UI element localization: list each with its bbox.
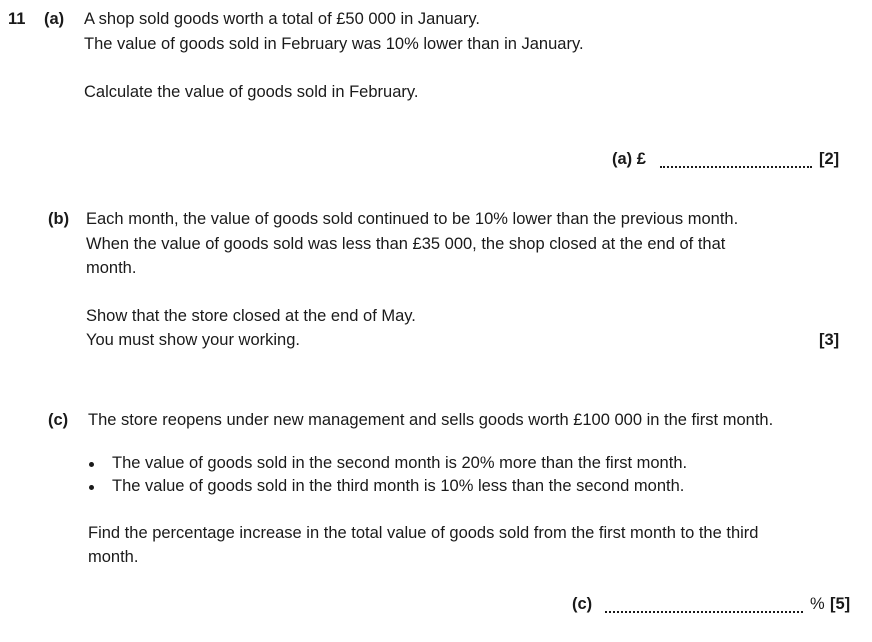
part-c-instruction-1: Find the percentage increase in the total value of goods sold from the first month to the third — [88, 524, 759, 542]
part-a-answer-line[interactable] — [660, 166, 812, 168]
part-b-line-3: month. — [86, 259, 137, 277]
part-c-answer-label: (c) — [572, 595, 593, 613]
part-b-label: (b) — [48, 210, 70, 228]
bullet-1-icon — [89, 462, 94, 467]
part-c-bullet-1: The value of goods sold in the second month is 20% more than the first month. — [112, 454, 688, 472]
part-c-instruction-2: month. — [88, 548, 139, 566]
part-a-marks: [2] — [819, 150, 840, 168]
part-b-line-2: When the value of goods sold was less than £35 000, the shop closed at the end of that — [86, 235, 726, 253]
part-b-instruction-1: Show that the store closed at the end of May. — [86, 307, 416, 325]
part-c-bullet-2: The value of goods sold in the third month is 10% less than the second month. — [112, 477, 685, 495]
part-c-line: The store reopens under new management and sells goods worth £100 000 in the first month. — [88, 411, 774, 429]
part-b-marks: [3] — [819, 331, 840, 349]
part-c-label: (c) — [48, 411, 69, 429]
part-b-line-1: Each month, the value of goods sold continued to be 10% lower than the previous month. — [86, 210, 739, 228]
part-c-answer-unit: % — [810, 595, 825, 613]
part-a-instruction: Calculate the value of goods sold in February. — [84, 83, 419, 101]
part-a-answer-label: (a) £ — [612, 150, 646, 168]
part-a-line-2: The value of goods sold in February was 10% lower than in January. — [84, 35, 584, 53]
part-b-instruction-2: You must show your working. — [86, 331, 300, 349]
part-a-line-1: A shop sold goods worth a total of £50 000 in January. — [84, 10, 480, 28]
question-number: 11 — [8, 10, 26, 28]
bullet-2-icon — [89, 485, 94, 490]
part-a-label: (a) — [44, 10, 65, 28]
part-c-answer-line[interactable] — [605, 611, 803, 613]
part-c-marks: [5] — [830, 595, 851, 613]
